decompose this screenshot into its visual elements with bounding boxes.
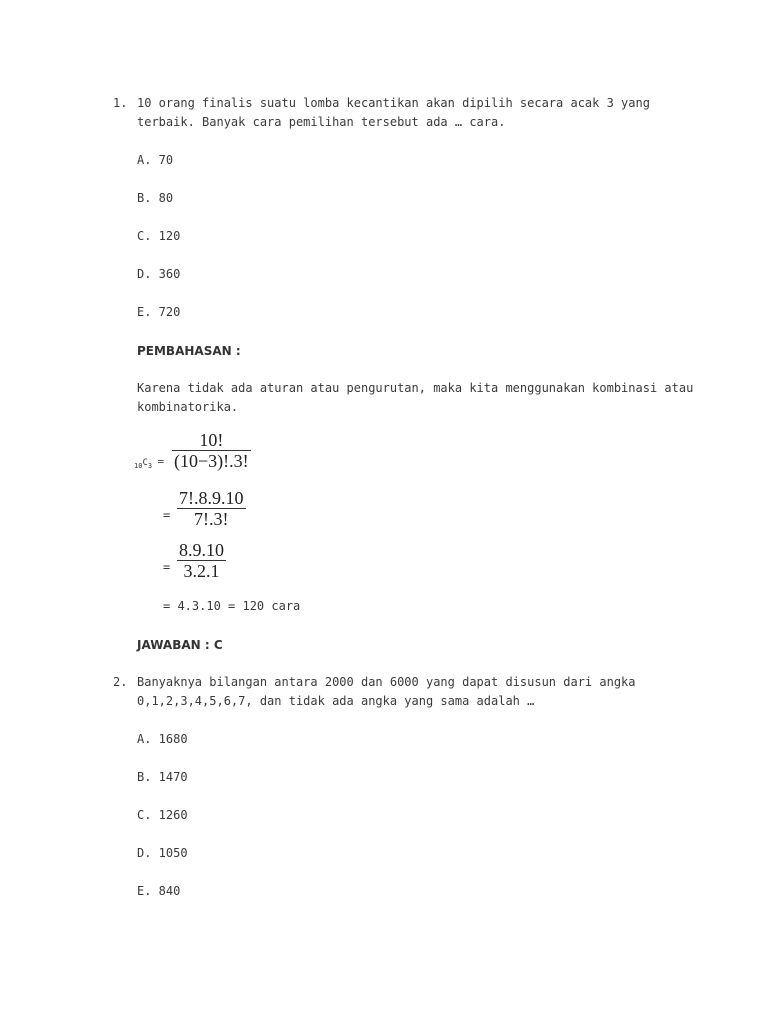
q2-option-a: A. 1680: [137, 732, 188, 746]
combination-c: C: [142, 458, 148, 468]
fraction-3: [177, 540, 226, 581]
equals-sign-3: =: [163, 560, 171, 574]
fraction-1: [172, 430, 251, 471]
combination-notation: [134, 452, 164, 476]
fraction-3-denominator: 3.2.1: [177, 560, 226, 581]
q1-option-e: E. 720: [137, 305, 181, 319]
solution-text: Karena tidak ada aturan atau pengurutan, maka kita menggunakan kombinasi atau kombinatorika.: [137, 381, 701, 414]
q2-option-b: B. 1470: [137, 770, 188, 784]
question-2-number: 2.: [113, 675, 128, 689]
combination-n: 10: [134, 461, 143, 470]
question-1-number: 1.: [113, 96, 128, 110]
solution-heading: PEMBAHASAN :: [137, 344, 241, 358]
q1-option-c: C. 120: [137, 229, 181, 243]
question-1-text: 10 orang finalis suatu lomba kecantikan akan dipilih secara acak 3 yang terbaik. Banyak cara pemilihan tersebut ada … cara.: [137, 96, 658, 129]
answer-label: JAWABAN : C: [137, 638, 223, 652]
equals-sign-1: =: [157, 455, 165, 468]
q1-option-b: B. 80: [137, 191, 174, 205]
fraction-2: [177, 488, 246, 529]
fraction-1-denominator: (10−3)!.3!: [174, 451, 249, 471]
fraction-3-numerator: 8.9.10: [179, 540, 224, 560]
q2-option-d: D. 1050: [137, 846, 188, 860]
fraction-2-numerator: 7!.8.9.10: [179, 488, 244, 508]
q2-option-c: C. 1260: [137, 808, 188, 822]
q2-option-e: E. 840: [137, 884, 181, 898]
combination-r: 3: [147, 461, 153, 470]
final-result: = 4.3.10 = 120 cara: [163, 599, 301, 613]
fraction-2-denominator: 7!.3!: [177, 508, 246, 529]
fraction-1-numerator: 10!: [199, 430, 224, 450]
equals-sign-2: =: [163, 508, 171, 522]
question-2-text: Banyaknya bilangan antara 2000 dan 6000 yang dapat disusun dari angka 0,1,2,3,4,5,6,7, dan tidak ada angka yang sama adalah …: [137, 675, 643, 708]
q1-option-a: A. 70: [137, 153, 174, 167]
q1-option-d: D. 360: [137, 267, 181, 281]
